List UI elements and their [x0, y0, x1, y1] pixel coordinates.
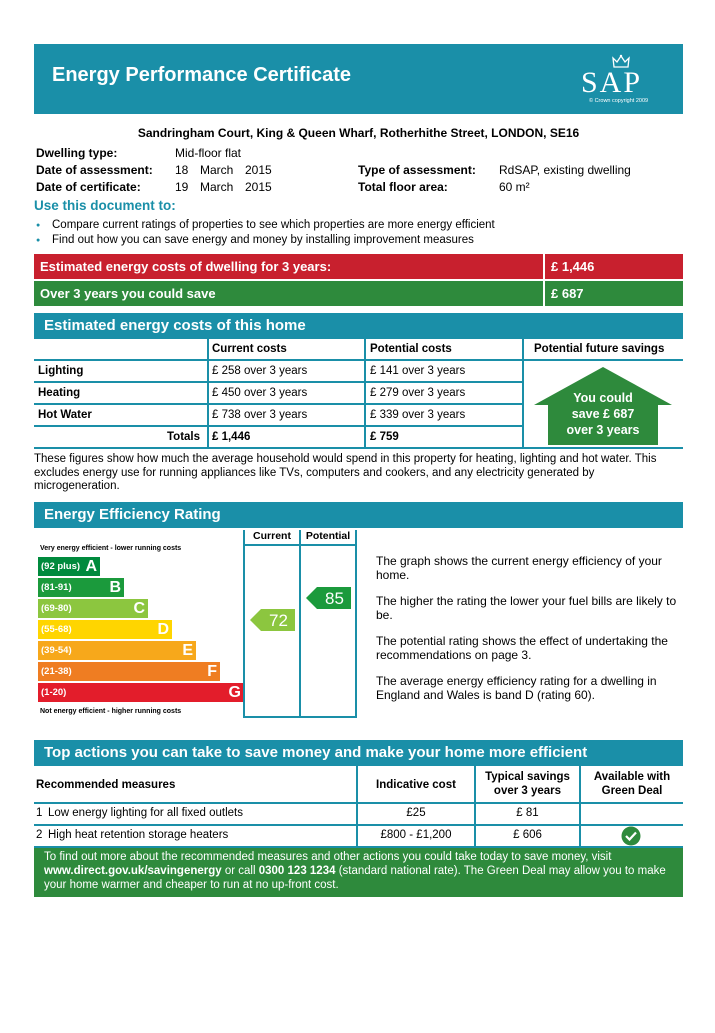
measure-cost: £25 [406, 806, 426, 819]
green-deal-check-icon [621, 826, 641, 846]
rating-band-g [38, 683, 244, 702]
savings-line: over 3 years [566, 423, 640, 437]
current-rating-value: 72 [269, 610, 288, 630]
efficiency-text: The higher the rating the lower your fuel bills are likely to be. [376, 593, 677, 622]
saving-label: Over 3 years you could save [40, 286, 216, 301]
savings-header: over 3 years [493, 784, 562, 797]
measure-number: 2 [36, 828, 43, 841]
cost-row-current: £ 450 over 3 years [212, 387, 308, 399]
rating-band-letter: D [157, 620, 169, 638]
date-assessment-month: March [200, 163, 234, 177]
efficiency-text: The average energy efficiency rating for a dwelling in England and Wales is band D (rating 60). [376, 673, 657, 702]
cost-row-label: Lighting [38, 365, 84, 377]
cost-row-label: Heating [38, 387, 81, 399]
date-certificate-year: 2015 [245, 180, 272, 194]
total-current: £ 1,446 [212, 431, 251, 443]
rating-band-letter: B [109, 578, 121, 596]
measures-header: Recommended measures [36, 778, 176, 791]
table-rule [34, 447, 683, 449]
table-rule [34, 802, 683, 804]
measure-savings: £ 606 [513, 828, 542, 841]
rating-column-border [243, 544, 357, 546]
efficiency-text: The potential rating shows the effect of undertaking the recommendations on page 3. [376, 633, 668, 662]
rating-band-letter: C [133, 599, 145, 617]
use-document-bullet: ● Find out how you can save energy and money by installing improvement measures [34, 234, 683, 249]
current-costs-header: Current costs [212, 343, 287, 355]
table-rule [364, 339, 366, 449]
costs-section-header: Estimated energy costs of this home [34, 313, 683, 339]
actions-table [34, 766, 683, 850]
savings-header: Typical savings [485, 770, 570, 783]
cost-header: Indicative cost [376, 778, 456, 791]
type-assessment-label: Type of assessment: [358, 163, 476, 177]
footer-text: (standard national rate). The Green Deal may allow you to make your home warmer and cheaper to run at no up-front cost. [44, 864, 666, 891]
rating-band-range: (69-80) [41, 602, 72, 614]
efficiency-bottom-label: Not energy efficient - higher running costs [40, 707, 182, 715]
footer-phone: 0300 123 1234 [258, 864, 336, 877]
potential-column-header: Potential [305, 529, 351, 542]
costs-table [34, 339, 683, 449]
rating-column-border [243, 530, 245, 718]
savings-line: You could [573, 391, 633, 405]
sap-logo [581, 54, 663, 106]
green-deal-header: Available with [593, 770, 671, 783]
date-assessment-year: 2015 [245, 163, 272, 177]
efficiency-top-label: Very energy efficient - lower running costs [40, 544, 182, 552]
current-column-header: Current [253, 529, 291, 542]
rating-column-border [243, 716, 357, 718]
future-savings-header: Potential future savings [534, 343, 665, 355]
sap-logo-letters: SAP [581, 66, 643, 99]
footer-text: or call [221, 864, 259, 877]
footer-url-link[interactable]: www.direct.gov.uk/savingenergy [44, 864, 222, 877]
cost-row-potential: £ 279 over 3 years [370, 387, 466, 399]
measure-savings: £ 81 [516, 806, 539, 819]
measure-name: High heat retention storage heaters [48, 828, 229, 841]
rating-band-letter: G [228, 683, 241, 701]
efficiency-chart [34, 528, 683, 726]
certificate-header [34, 44, 683, 114]
dwelling-type-label: Dwelling type: [36, 146, 118, 160]
estimated-cost-label: Estimated energy costs of dwelling for 3 years: [40, 259, 332, 274]
use-document-list [34, 219, 683, 249]
rating-band-d [38, 620, 172, 639]
table-rule [34, 846, 683, 848]
rating-band-range: (39-54) [41, 644, 72, 656]
cost-row-current: £ 738 over 3 years [212, 409, 308, 421]
estimated-cost-value: £ 1,446 [543, 254, 683, 279]
rating-band-f [38, 662, 220, 681]
green-deal-header: Green Deal [601, 784, 663, 797]
floor-area-label: Total floor area: [358, 180, 448, 194]
table-rule [522, 339, 524, 449]
copyright-note: © Crown copyright 2009 [589, 98, 649, 104]
date-certificate-label: Date of certificate: [36, 180, 141, 194]
rating-band-range: (21-38) [41, 665, 72, 677]
rating-band-range: (92 plus) [41, 560, 81, 572]
cost-row-potential: £ 141 over 3 years [370, 365, 466, 377]
date-assessment-label: Date of assessment: [36, 163, 153, 177]
saving-value: £ 687 [543, 281, 683, 306]
rating-band-letter: A [85, 557, 97, 575]
total-potential: £ 759 [370, 431, 399, 443]
measure-number: 1 [36, 806, 43, 819]
measure-cost: £800 - £1,200 [380, 828, 452, 841]
estimated-cost-bar [34, 254, 683, 279]
actions-section-header: Top actions you can take to save money and make your home more efficient [34, 740, 683, 766]
rating-band-a [38, 557, 100, 576]
use-document-title: Use this document to: [34, 198, 176, 213]
date-certificate-month: March [200, 180, 234, 194]
cost-row-label: Hot Water [38, 409, 92, 421]
table-rule [34, 824, 683, 826]
rating-band-range: (81-91) [41, 581, 72, 593]
type-assessment-value: RdSAP, existing dwelling [499, 163, 631, 177]
cost-row-current: £ 258 over 3 years [212, 365, 308, 377]
potential-costs-header: Potential costs [370, 343, 452, 355]
efficiency-text: The graph shows the current energy efficiency of your home. [376, 553, 662, 582]
saving-bar [34, 281, 683, 306]
dwelling-type-value: Mid-floor flat [175, 146, 242, 160]
rating-band-b [38, 578, 124, 597]
footer-advice [34, 847, 683, 897]
crown-icon [612, 54, 630, 70]
savings-line: save £ 687 [571, 407, 635, 421]
rating-band-e [38, 641, 196, 660]
totals-label: Totals [167, 431, 201, 443]
certificate-title: Energy Performance Certificate [52, 64, 352, 86]
rating-band-letter: E [182, 641, 193, 659]
date-certificate-day: 19 [175, 180, 189, 194]
floor-area-value: 60 m² [499, 180, 530, 194]
epc-page [34, 44, 683, 897]
use-document-bullet: ● Compare current ratings of properties to see which properties are more energy efficient [34, 219, 683, 234]
potential-rating-value: 85 [325, 588, 344, 608]
footer-text: To find out more about the recommended measures and other actions you could take today to save money, visit [44, 850, 612, 863]
rating-column-border [299, 530, 301, 718]
property-address: Sandringham Court, King & Queen Wharf, Rotherhithe Street, LONDON, SE16 [137, 126, 580, 140]
rating-column-border [355, 530, 357, 718]
rating-band-range: (55-68) [41, 623, 72, 635]
rating-band-letter: F [207, 662, 217, 680]
measure-name: Low energy lighting for all fixed outlets [48, 806, 243, 819]
rating-band-range: (1-20) [41, 686, 67, 698]
costs-note: These figures show how much the average household would spend in this property for heating, lighting and hot water. This excludes energy use for running appliances like TVs, computers and cookers, and any electricity generated by microgeneration. [34, 453, 657, 492]
rating-band-c [38, 599, 148, 618]
property-details [34, 146, 683, 198]
cost-row-potential: £ 339 over 3 years [370, 409, 466, 421]
table-rule [207, 339, 209, 449]
efficiency-section-header: Energy Efficiency Rating [34, 502, 683, 528]
date-assessment-day: 18 [175, 163, 189, 177]
